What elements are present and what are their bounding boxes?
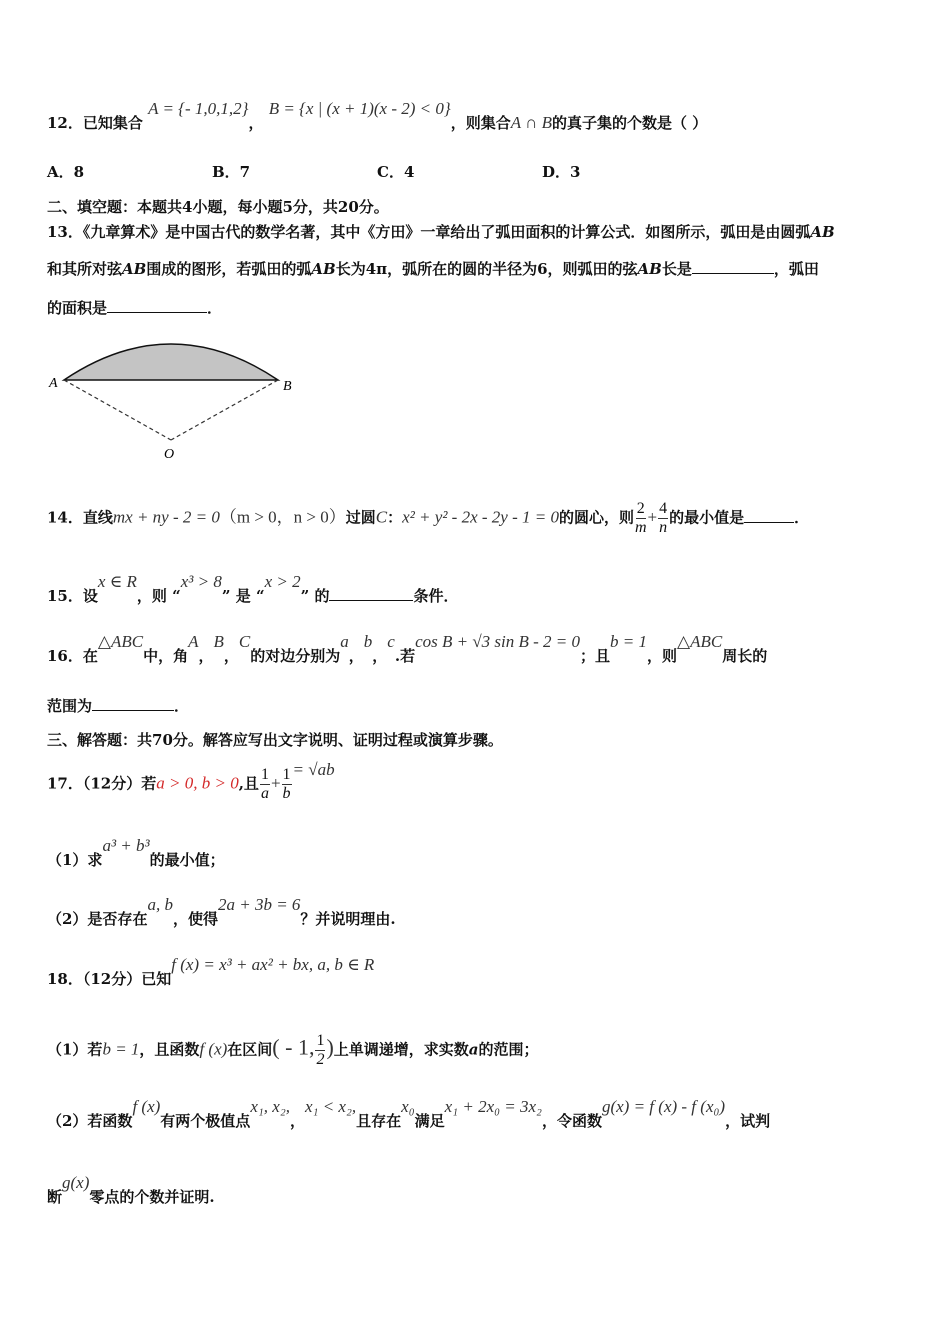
trig-equation: cos B + √3 sin B - 2 = 0: [415, 632, 581, 651]
proposition-q: x > 2: [264, 572, 301, 591]
q16-line-1: 16．在△ABC中，角A，B，C的对边分别为a，b，c.若cos B + √3 sin B - 2 = 0；且b = 1，则△ABC周长的: [47, 632, 768, 665]
radius-ob: [171, 380, 278, 440]
q13-line-3: 的面积是 ．: [47, 299, 223, 317]
set-b: B = {x | (x + 1)(x - 2) < 0}: [268, 99, 451, 118]
answer-blank: [744, 508, 794, 523]
label-a: A: [49, 376, 58, 391]
circle-equation: x² + y² - 2x - 2y - 1 = 0: [402, 507, 559, 527]
proposition-p: x³ > 8: [180, 572, 222, 591]
q18-part-1: （1）若b = 1，且函数f (x)在区间( - 1, $\frac{1}{2}$ )上单调递增，求实数a的范围；: [47, 1032, 539, 1068]
fraction-4-n: $\frac{4}{n}$: [659, 500, 668, 536]
arc-segment: [64, 344, 278, 380]
label-o: O: [164, 447, 175, 460]
q12-line: 12．已知集合 A = {- 1,0,1,2}， B = {x | (x + 1)(x - 2) < 0}，则集合A ∩ B的真子集的个数是（ ）: [47, 99, 708, 132]
q13-line-2: 和其所对弦AB围成的图形，若弧田的弧AB长为4π，弧所在的圆的半径为6，则弧田的弦AB长是 ，弧田: [47, 260, 819, 278]
q17-line: 17．（12分）若a > 0, b > 0,且 $\frac{1}{a}$ + $\frac{1}{b}$ = √ab: [47, 759, 335, 802]
intersection-expr: A ∩ B: [510, 113, 552, 132]
q18-part-2: （2）若函数f (x)有两个极值点x₁, x₂,，x₁ < x₂,且存在x₀满足x₁ + 2x₀ = 3x₂，令函数g(x) = f (x) - f (x₀)，试判: [47, 1097, 771, 1130]
q16-line-2: 范围为 ．: [47, 697, 190, 715]
fraction-2-m: $\frac{2}{m}$: [634, 500, 647, 536]
radius-oa: [64, 380, 171, 440]
label-b: B: [283, 379, 292, 394]
answer-blank: [107, 298, 207, 313]
triangle-abc: △ABC: [97, 632, 144, 651]
section-3-heading: 三、解答题：共70分。解答应写出文字说明、证明过程或演算步骤。: [47, 731, 503, 749]
option-a: A．8: [47, 163, 85, 181]
answer-blank: [692, 259, 774, 274]
arc-field-figure: [46, 330, 306, 460]
set-a: A = {- 1,0,1,2}: [148, 99, 249, 118]
q12-number: 12．: [47, 114, 83, 132]
q14-line: 14．直线mx + ny - 2 = 0（m > 0，n > 0）过圆C：x² + y² - 2x - 2y - 1 = 0的圆心，则 $\frac{2}{m}$ + $\frac{4}{n}$ 的最小值是 ．: [47, 500, 810, 536]
fraction-1-b: $\frac{1}{b}$: [282, 766, 291, 802]
fraction-1-a: $\frac{1}{a}$: [260, 766, 269, 802]
line-equation: mx + ny - 2 = 0: [112, 507, 220, 527]
q12-text: 已知集合: [82, 114, 143, 132]
sqrt-ab: = √ab: [292, 759, 335, 779]
condition-x-in-r: x ∈ R: [97, 572, 137, 591]
fraction-1-2: $\frac{1}{2}$: [316, 1032, 325, 1068]
condition-positive: a > 0, b > 0: [156, 773, 239, 793]
option-d: D．3: [542, 163, 581, 181]
q15-line: 15．设x ∈ R，则 “x³ > 8” 是 “x > 2” 的 条件．: [47, 572, 459, 605]
answer-blank: [329, 586, 413, 601]
option-b: B．7: [212, 163, 251, 181]
answer-blank: [92, 696, 174, 711]
q17-part-2: （2）是否存在a, b，使得2a + 3b = 6？并说明理由.: [47, 895, 396, 928]
q13-line-1: 13．《九章算术》是中国古代的数学名著，其中《方田》一章给出了弧田面积的计算公式．如图所示，弧田是由圆弧AB: [47, 223, 835, 241]
q17-part-1: （1）求a³ + b³的最小值；: [47, 836, 225, 869]
q18-line: 18．（12分）已知f (x) = x³ + ax² + bx, a, b ∈ R: [47, 955, 375, 988]
condition: （m > 0，n > 0）: [219, 507, 346, 527]
section-2-heading: 二、填空题：本题共4小题，每小题5分，共20分。: [47, 198, 389, 216]
function-f: f (x) = x³ + ax² + bx, a, b ∈ R: [171, 955, 375, 974]
q18-part-2-cont: 断g(x)零点的个数并证明.: [47, 1173, 215, 1206]
option-c: C．4: [377, 163, 415, 181]
